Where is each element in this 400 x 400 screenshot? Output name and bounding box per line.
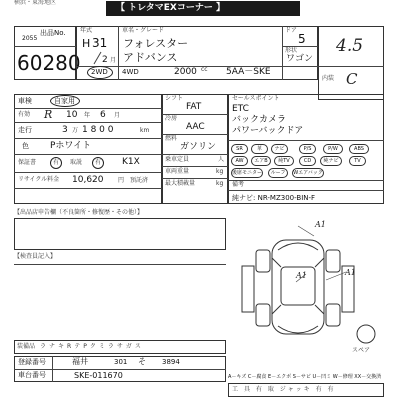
door-label: ドア xyxy=(285,27,297,34)
opt-cd: CD xyxy=(299,156,316,166)
damage-mark-3: A1 xyxy=(345,268,356,277)
opt-w-airbag: Wエアバッグ xyxy=(293,170,323,176)
inspection-month: 6 xyxy=(100,110,106,120)
capacity-unit: 人 xyxy=(218,156,225,163)
spare-tire xyxy=(357,325,375,343)
rear-right-wheel xyxy=(326,304,340,326)
manual-value: 有 xyxy=(95,159,102,166)
registration-number: 3894 xyxy=(162,358,180,366)
notes-label: 【出品店申告欄（不良箇所・修復歴・その他）】 xyxy=(14,209,144,216)
interior-label: 内装 xyxy=(322,75,335,82)
damage-legend: A－キズ C－腐食 E－エクボ S－サビ U－凹ミ W－修理 XX－交換済 xyxy=(228,374,382,380)
front-left-wheel xyxy=(256,250,270,272)
sales-point-2: バックカメラ xyxy=(232,115,287,125)
recycle-unit: 円 xyxy=(118,177,125,184)
tools-row: 工 具 有 取 ジャッキ 有 有 xyxy=(232,386,336,393)
year-value: 31 xyxy=(92,36,108,50)
opt-abs: ABS xyxy=(349,144,369,154)
top-note: 横浜・東海地区 xyxy=(14,0,57,6)
sales-point-3: パワーバックドア xyxy=(232,126,304,136)
car-grade: アドバンス xyxy=(123,51,178,64)
damage-mark-1: A1 xyxy=(315,220,326,229)
recycle-status: 預託済 xyxy=(130,177,149,184)
sales-point-1: ETC xyxy=(232,104,249,114)
door-count: 5 xyxy=(298,32,306,46)
inspection-label: 車検 xyxy=(18,97,32,105)
opt-aw: AW xyxy=(231,156,248,166)
mileage-unit: km xyxy=(140,127,150,134)
inspection-year: 10 xyxy=(66,110,78,120)
lot-label: 出品No. xyxy=(40,29,66,37)
inspector-title: 【検査員記入】 xyxy=(14,253,57,260)
month-unit: 月 xyxy=(110,57,117,64)
front-right-wheel xyxy=(326,250,340,272)
registration-class: 301 xyxy=(114,358,128,366)
mileage-man-unit: 万 xyxy=(72,127,79,134)
recycle-label: リサイクル料金 xyxy=(18,176,60,183)
shift-label: シフト xyxy=(165,95,184,102)
spare-label: スペア xyxy=(352,347,371,354)
capacity-label: 乗車定員 xyxy=(165,156,190,163)
shift-value: FAT xyxy=(186,102,202,112)
car-body-outline xyxy=(272,240,324,334)
shape-value: ワゴン xyxy=(286,54,314,64)
navi-model: 純ナビ: NR-MZ300-BIN-F xyxy=(232,194,316,202)
color-value: Pホワイト xyxy=(50,141,92,151)
opt-pure-navi: 純ナビ xyxy=(320,156,342,166)
mileage-man: 3 xyxy=(62,125,68,135)
inspection-deadline-label: 有効 xyxy=(18,111,31,118)
manual-label: 取説 xyxy=(70,159,83,166)
damage-mark-2: A1 xyxy=(296,271,307,280)
weight-label: 車両重量 xyxy=(165,168,190,175)
color-label: 色 xyxy=(22,142,29,150)
weight-unit: kg xyxy=(216,168,224,175)
car-name: フォレスター xyxy=(123,37,189,50)
equipment-bar-label: 装備品 xyxy=(17,343,36,350)
mileage-label: 走行 xyxy=(18,126,32,134)
registration-hiragana: そ xyxy=(138,357,146,366)
opt-roof: ルーフ xyxy=(268,168,288,178)
lot-number: 60280 xyxy=(17,51,81,75)
left-side-panel xyxy=(242,266,254,312)
month-value: 2 xyxy=(102,55,108,65)
drive-2wd: 2WD xyxy=(91,68,108,76)
inspection-type: 自家用 xyxy=(54,97,75,105)
warranty-label: 保証書 xyxy=(18,159,37,166)
ac-label: 冷房 xyxy=(165,115,178,122)
score: 4.5 xyxy=(336,36,364,56)
displacement-unit: cc xyxy=(201,66,208,73)
year-era: H xyxy=(82,37,91,50)
fuel-value: ガソリン xyxy=(180,142,217,152)
opt-pw: P/W xyxy=(323,144,343,154)
ac-value: AAC xyxy=(186,122,205,132)
opt-navi: ナビ xyxy=(271,144,288,154)
opt-sr: SR xyxy=(231,144,248,154)
rear-left-wheel xyxy=(256,304,270,326)
lot-year-code: 2055 xyxy=(22,35,38,42)
load-label: 最大積載量 xyxy=(165,180,196,187)
opt-airbag: エアB xyxy=(251,156,271,166)
model-code: 5AA－SKE xyxy=(226,67,271,77)
shape-label: 形状 xyxy=(285,47,298,54)
opt-tv2: TV xyxy=(349,156,366,166)
chassis-label: 車台番号 xyxy=(18,371,46,379)
remarks-label: 備考 xyxy=(232,181,245,188)
car-trunk xyxy=(278,326,318,333)
warranty-value: 有 xyxy=(53,159,60,166)
load-unit: kg xyxy=(216,180,224,187)
inspection-year-unit: 年 xyxy=(84,112,91,119)
opt-tv: 純TV xyxy=(274,156,294,166)
opt-rear-monitor: 後席モニター xyxy=(232,170,263,176)
chassis-number: SKE-011670 xyxy=(74,371,123,380)
drive-4wd: 4WD xyxy=(122,68,139,76)
inspection-era: R xyxy=(44,108,53,121)
displacement: 2000 xyxy=(174,67,197,77)
interior-score: C xyxy=(346,70,358,88)
car-damage-diagram xyxy=(226,222,384,352)
opt-ps: P/S xyxy=(299,144,316,154)
year-label: 年式 xyxy=(80,27,93,34)
header-title: 【 トレタマEXコーナー 】 xyxy=(116,3,225,13)
opt-leather: 革 xyxy=(251,144,268,154)
registration-place: 福井 xyxy=(72,357,88,366)
notes-box xyxy=(14,218,226,250)
mileage-rest: 1 8 0 0 xyxy=(82,125,114,135)
recycle-amount: 10,620 xyxy=(72,175,104,185)
equipment-bar-items: ラナキRテPクミラサガス xyxy=(40,343,144,350)
inspection-month-unit: 月 xyxy=(114,112,121,119)
sales-label: セールスポイント xyxy=(232,95,280,102)
registration-label: 登録番号 xyxy=(18,358,46,366)
name-label: 車名・グレード xyxy=(122,27,165,34)
car-hood xyxy=(278,243,318,250)
color-code: K1X xyxy=(122,157,140,167)
fuel-label: 燃料 xyxy=(165,135,178,142)
